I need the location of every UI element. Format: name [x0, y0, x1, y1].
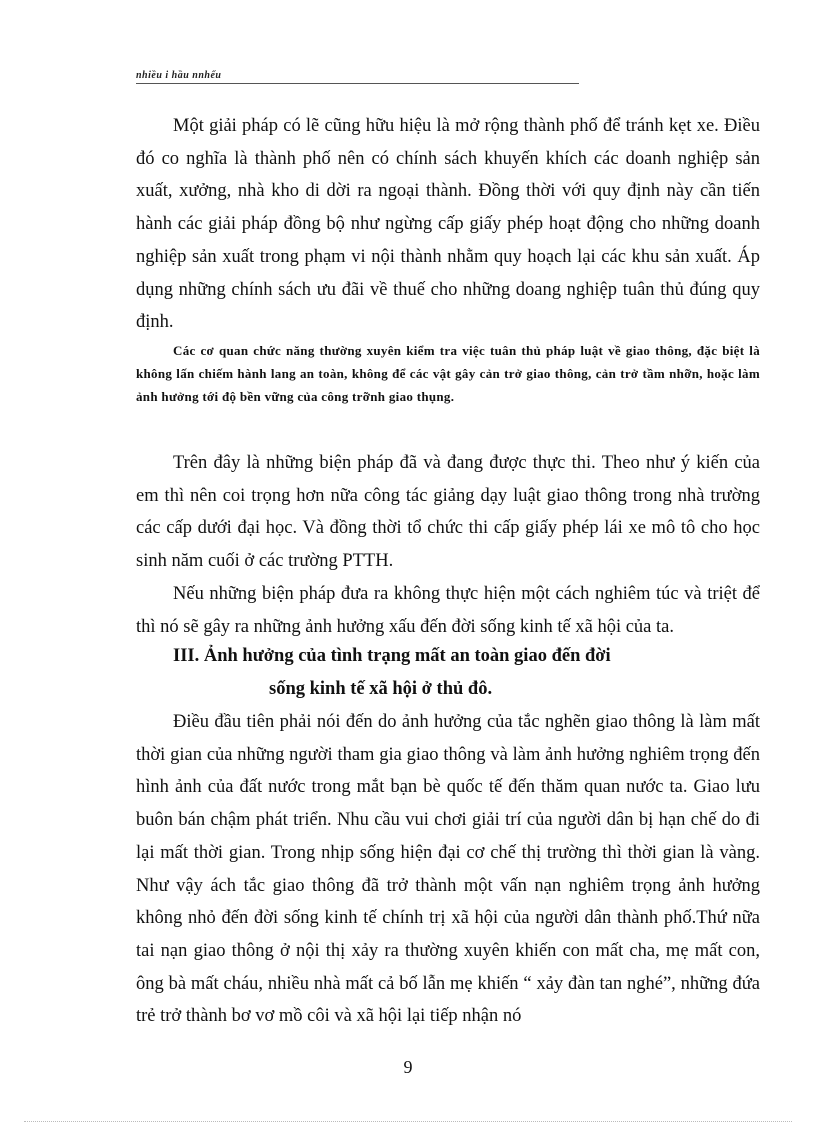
paragraph-block-2	[136, 339, 760, 408]
paragraph-block-4	[136, 706, 760, 1033]
heading-line-1: III. Ảnh hưởng của tình trạng mất an toàn giao đến đời	[173, 646, 611, 666]
section-heading	[136, 640, 760, 706]
header-text: nhiều i hầu nnhểu	[136, 70, 222, 81]
paragraph-inspection: Các cơ quan chức năng thường xuyên kiểm tra việc tuân thủ pháp luật về giao thông, đặc biệt là không lấn chiếm hành lang an toàn, không để các vật gây cản trở giao thông, cản trở tầm nhỡn, hoặc làm ảnh hưởng tới độ bền vững của công trỡnh giao thụng.	[136, 343, 760, 404]
paragraph-effects: Điều đầu tiên phải nói đến do ảnh hưởng của tắc nghẽn giao thông là làm mất thời gian của những người tham gia giao thông và làm ảnh hưởng nghiêm trọng đến hình ảnh của đất nước trong mắt bạn bè quốc tế đến thăm quan nước ta. Giao lưu buôn bán chậm phát triển. Nhu cầu vui chơi giải trí của người dân bị hạn chế do đi lại mất thời gian. Trong nhịp sống hiện đại cơ chế thị trường thì thời gian là vàng. Như vậy ách tắc giao thông đã trở thành một vấn nạn nghiêm trọng ảnh hưởng không nhỏ đến đời sống kinh tế chính trị xã hội của người dân thành phố.Thứ nữa tai nạn giao thông ở nội thị xảy ra thường xuyên khiến con mất cha, mẹ mất con, ông bà mất cháu, nhiều nhà mất cả bố lẫn mẹ khiến “ xảy đàn tan nghé”, những đứa trẻ trở thành bơ vơ mồ côi và xã hội lại tiếp nhận nó	[136, 712, 760, 1027]
paragraph-block-3	[136, 447, 760, 643]
footer-rule	[24, 1121, 792, 1122]
page-header	[136, 70, 579, 86]
page-number: 9	[403, 1057, 413, 1077]
paragraph-expand-city: Một giải pháp có lẽ cũng hữu hiệu là mở rộng thành phố để tránh kẹt xe. Điều đó co nghĩa là thành phố nên có chính sách khuyến khích các doanh nghiệp sản xuất, xưởng, nhà kho di dời ra ngoại thành. Đồng thời với quy định này cần tiến hành các giải pháp đồng bộ như ngừng cấp giấy phép hoạt động cho những doanh nghiệp sản xuất trong phạm vi nội thành nhằm quy hoạch lại các khu sản xuất. Áp dụng những chính sách ưu đãi về thuế cho những doang nghiệp tuân thủ đúng quy định.	[136, 116, 760, 333]
paragraph-measures: Trên đây là những biện pháp đã và đang được thực thi. Theo như ý kiến của em thì nên coi trọng hơn nữa công tác giảng dạy luật giao thông trong nhà trường các cấp dưới đại học. Và đồng thời tổ chức thi cấp giấy phép lái xe mô tô cho học sinh năm cuối ở các trường PTTH.	[136, 453, 760, 572]
paragraph-block-1	[136, 110, 760, 339]
paragraph-consequences: Nếu những biện pháp đưa ra không thực hiện một cách nghiêm túc và triệt để thì nó sẽ gây ra những ảnh hưởng xấu đến đời sống kinh tế xã hội của ta.	[136, 583, 760, 637]
heading-line-2: sống kinh tế xã hội ở thủ đô.	[269, 679, 493, 699]
header-rule	[136, 83, 579, 84]
